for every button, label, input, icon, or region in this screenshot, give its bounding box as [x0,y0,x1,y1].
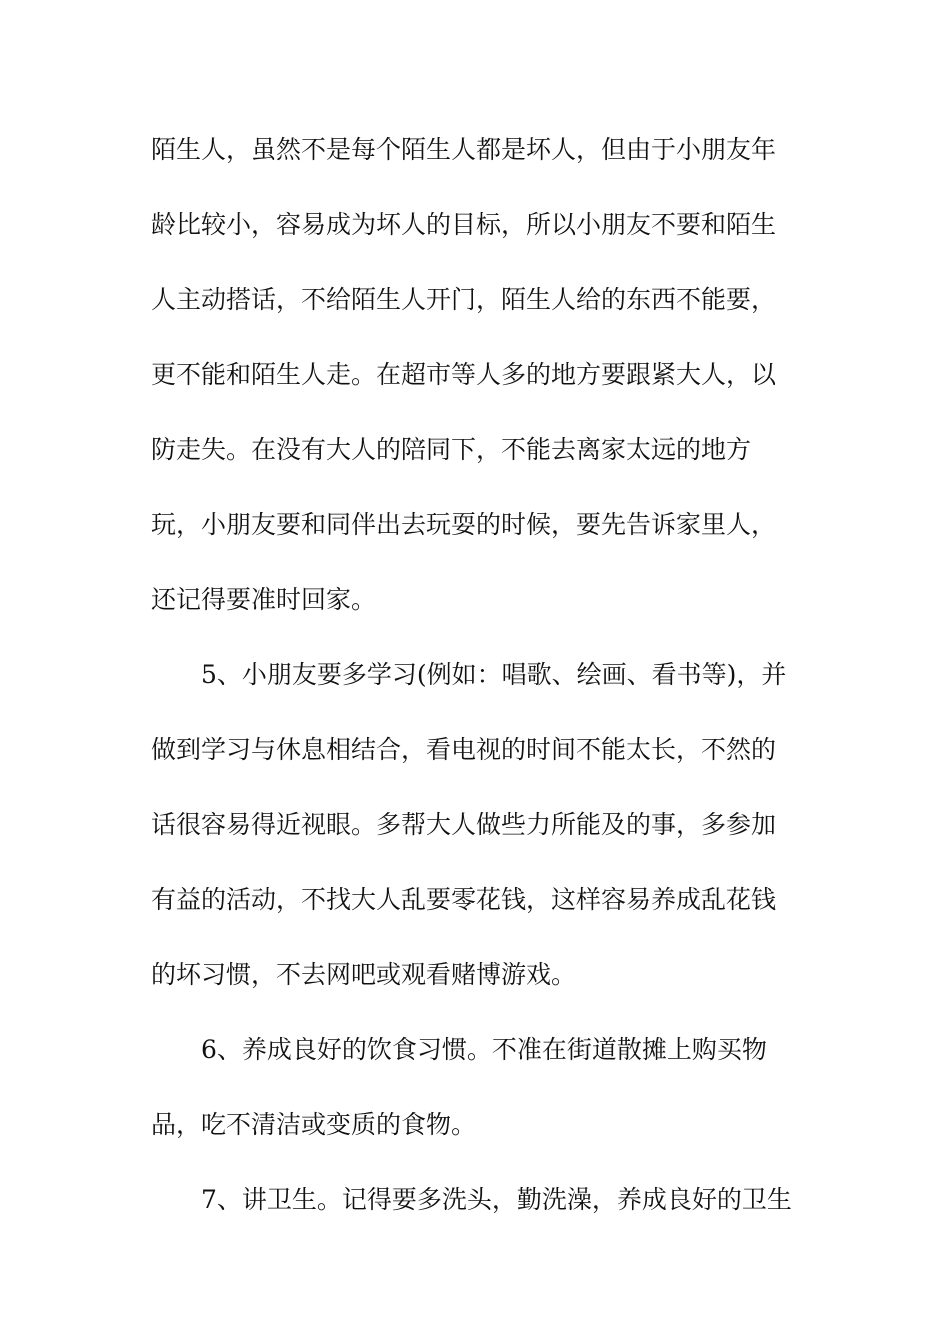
text-line: 话很容易得近视眼。多帮大人做些力所能及的事，多参加 [151,810,777,839]
text-line: 陌生人，虽然不是每个陌生人都是坏人，但由于小朋友年 [151,135,777,164]
text-line: 做到学习与休息相结合，看电视的时间不能太长，不然的 [151,735,777,764]
text-line: 龄比较小，容易成为坏人的目标，所以小朋友不要和陌生 [151,210,777,239]
text-line: 防走失。在没有大人的陪同下，不能去离家太远的地方 [151,435,752,464]
text-line: 玩，小朋友要和同伴出去玩耍的时候，要先告诉家里人， [151,510,777,539]
paragraph-5-first-line: 5、小朋友要多学习(例如：唱歌、绘画、看书等)，并 [201,660,787,689]
text-line: 的坏习惯，不去网吧或观看赌博游戏。 [151,960,577,989]
text-line: 还记得要准时回家。 [151,585,377,614]
text-line: 更不能和陌生人走。在超市等人多的地方要跟紧大人，以 [151,360,777,389]
text-line: 人主动搭话，不给陌生人开门，陌生人给的东西不能要， [151,285,777,314]
text-line: 有益的活动，不找大人乱要零花钱，这样容易养成乱花钱 [151,885,777,914]
text-line: 品，吃不清洁或变质的食物。 [151,1110,477,1139]
paragraph-6-first-line: 6、养成良好的饮食习惯。不准在街道散摊上购买物 [201,1035,767,1064]
paragraph-7-first-line: 7、讲卫生。记得要多洗头，勤洗澡，养成良好的卫生 [201,1185,792,1214]
